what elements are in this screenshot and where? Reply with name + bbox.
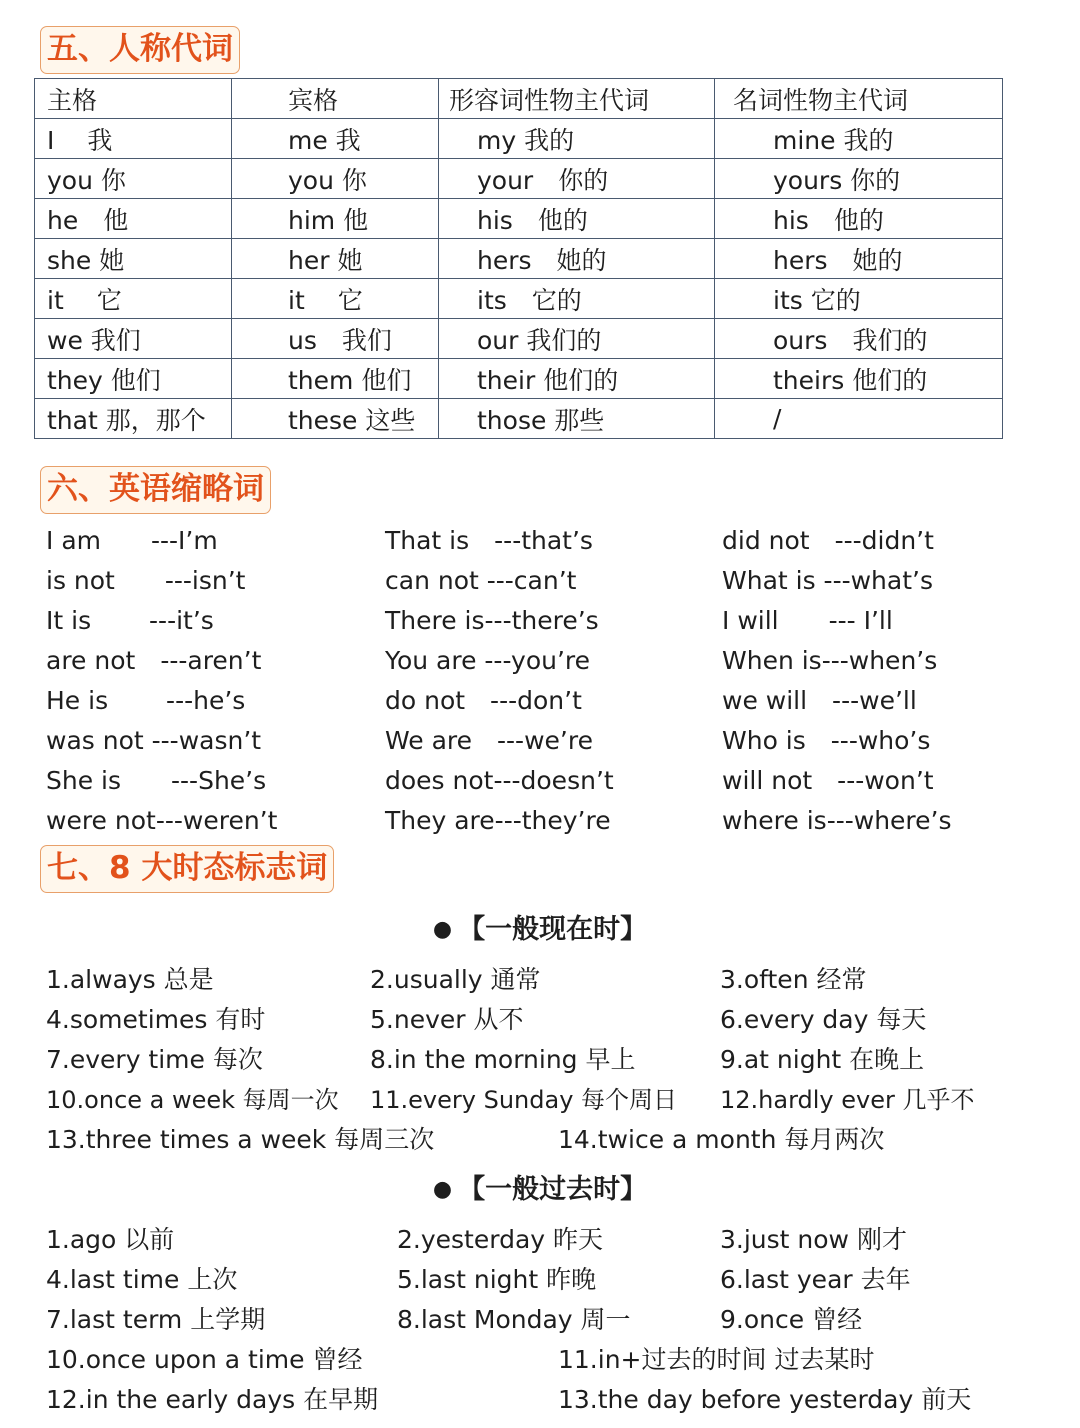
table-row: [35, 319, 1003, 359]
list-item: You are ---you’re: [385, 646, 591, 675]
list-item: Who is ---who’s: [722, 726, 931, 755]
table-cell: us 我们: [232, 319, 439, 359]
list-item: do not ---don’t: [385, 686, 582, 715]
table-cell: mine 我的: [715, 119, 1003, 159]
table-cell: them 他们: [232, 359, 439, 399]
table-row: [35, 399, 1003, 439]
table-cell: yours 你的: [715, 159, 1003, 199]
past-tense-heading: [0, 1170, 1080, 1210]
list-item: 5.never 从不: [370, 1005, 524, 1034]
list-item: 11.in+过去的时间 过去某时: [558, 1345, 875, 1374]
contraction-list-3: [722, 521, 952, 841]
list-item: 7.last term 上学期: [46, 1305, 266, 1334]
table-cell: I 我: [35, 119, 232, 159]
list-item: That is ---that’s: [385, 526, 593, 555]
table-cell: /: [715, 399, 1003, 439]
table-cell: you 你: [232, 159, 439, 199]
header-objective: 宾格: [232, 79, 439, 119]
table-row: [35, 359, 1003, 399]
header-nominative: 主格: [35, 79, 232, 119]
list-item: 1.ago 以前: [46, 1225, 175, 1254]
list-item: 2.yesterday 昨天: [397, 1225, 604, 1254]
list-item: There is---there’s: [385, 606, 599, 635]
list-item: is not ---isn’t: [46, 566, 246, 595]
list-item: What is ---what’s: [722, 566, 933, 595]
list-item: I am ---I’m: [46, 526, 218, 555]
table-cell: that 那，那个: [35, 399, 232, 439]
table-cell: it 它: [232, 279, 439, 319]
list-item: When is---when’s: [722, 646, 938, 675]
table-cell: hers 她的: [715, 239, 1003, 279]
table-row: [35, 199, 1003, 239]
bullet-dot-icon: ●: [432, 917, 453, 942]
list-item: 10.once upon a time 曾经: [46, 1345, 363, 1374]
table-cell: him 他: [232, 199, 439, 239]
table-cell: it 它: [35, 279, 232, 319]
table-cell: ours 我们的: [715, 319, 1003, 359]
table-cell: me 我: [232, 119, 439, 159]
table-cell: our 我们的: [439, 319, 715, 359]
list-item: we will ---we’ll: [722, 686, 917, 715]
list-item: 4.sometimes 有时: [46, 1005, 266, 1034]
present-tense-heading: [0, 910, 1080, 950]
list-item: 6.last year 去年: [720, 1265, 911, 1294]
present-tense-title: 【一般现在时】: [458, 914, 648, 945]
section-title-personal-pronouns: 五、人称代词: [40, 26, 240, 74]
table-header-row: [35, 79, 1003, 119]
contraction-list-1: [46, 521, 277, 841]
table-cell: you 你: [35, 159, 232, 199]
contraction-list-2: [385, 521, 614, 841]
list-item: We are ---we’re: [385, 726, 593, 755]
list-item: 13.three times a week 每周三次: [46, 1125, 435, 1154]
table-cell: theirs 他们的: [715, 359, 1003, 399]
list-item: 1.always 总是: [46, 965, 214, 994]
list-item: 9.once 曾经: [720, 1305, 863, 1334]
table-cell: we 我们: [35, 319, 232, 359]
table-row: [35, 159, 1003, 199]
table-row: [35, 119, 1003, 159]
list-item: will not ---won’t: [722, 766, 934, 795]
list-item: does not---doesn’t: [385, 766, 614, 795]
header-adjective-possessive: 形容词性物主代词: [439, 79, 715, 119]
list-item: She is ---She’s: [46, 766, 267, 795]
table-cell: their 他们的: [439, 359, 715, 399]
table-cell: my 我的: [439, 119, 715, 159]
table-cell: these 这些: [232, 399, 439, 439]
list-item: 4.last time 上次: [46, 1265, 238, 1294]
table-row: [35, 279, 1003, 319]
list-item: 11.every Sunday 每个周日: [370, 1086, 678, 1114]
table-row: [35, 239, 1003, 279]
list-item: 3.just now 刚才: [720, 1225, 907, 1254]
list-item: 14.twice a month 每月两次: [558, 1125, 885, 1154]
list-item: 8.in the morning 早上: [370, 1045, 636, 1074]
list-item: 10.once a week 每周一次: [46, 1086, 339, 1114]
list-item: are not ---aren’t: [46, 646, 262, 675]
list-item: 3.often 经常: [720, 965, 867, 994]
list-item: It is ---it’s: [46, 606, 214, 635]
section-title-contractions: 六、英语缩略词: [40, 466, 271, 514]
table-cell: its 它的: [439, 279, 715, 319]
section-title-tense-markers: 七、8 大时态标志词: [40, 845, 334, 893]
list-item: 7.every time 每次: [46, 1045, 263, 1074]
bullet-dot-icon: ●: [432, 1177, 453, 1202]
list-item: were not---weren’t: [46, 806, 278, 835]
list-item: 5.last night 昨晚: [397, 1265, 597, 1294]
list-item: where is---where’s: [722, 806, 952, 835]
table-cell: its 它的: [715, 279, 1003, 319]
header-noun-possessive: 名词性物主代词: [715, 79, 1003, 119]
list-item: 13.the day before yesterday 前天: [558, 1385, 972, 1414]
table-cell: he 他: [35, 199, 232, 239]
table-cell: those 那些: [439, 399, 715, 439]
list-item: 12.hardly ever 几乎不: [720, 1086, 975, 1114]
list-item: can not ---can’t: [385, 566, 577, 595]
list-item: He is ---he’s: [46, 686, 246, 715]
table-cell: her 她: [232, 239, 439, 279]
list-item: They are---they’re: [385, 806, 611, 835]
table-cell: his 他的: [715, 199, 1003, 239]
table-cell: his 他的: [439, 199, 715, 239]
table-cell: they 他们: [35, 359, 232, 399]
table-cell: your 你的: [439, 159, 715, 199]
pronoun-table: [34, 78, 1003, 439]
list-item: did not ---didn’t: [722, 526, 934, 555]
table-cell: she 她: [35, 239, 232, 279]
list-item: 6.every day 每天: [720, 1005, 927, 1034]
list-item: I will --- I’ll: [722, 606, 893, 635]
list-item: 12.in the early days 在早期: [46, 1385, 379, 1414]
list-item: 2.usually 通常: [370, 965, 541, 994]
list-item: 8.last Monday 周一: [397, 1305, 631, 1334]
past-tense-title: 【一般过去时】: [458, 1174, 648, 1205]
list-item: 9.at night 在晚上: [720, 1045, 925, 1074]
table-cell: hers 她的: [439, 239, 715, 279]
list-item: was not ---wasn’t: [46, 726, 262, 755]
